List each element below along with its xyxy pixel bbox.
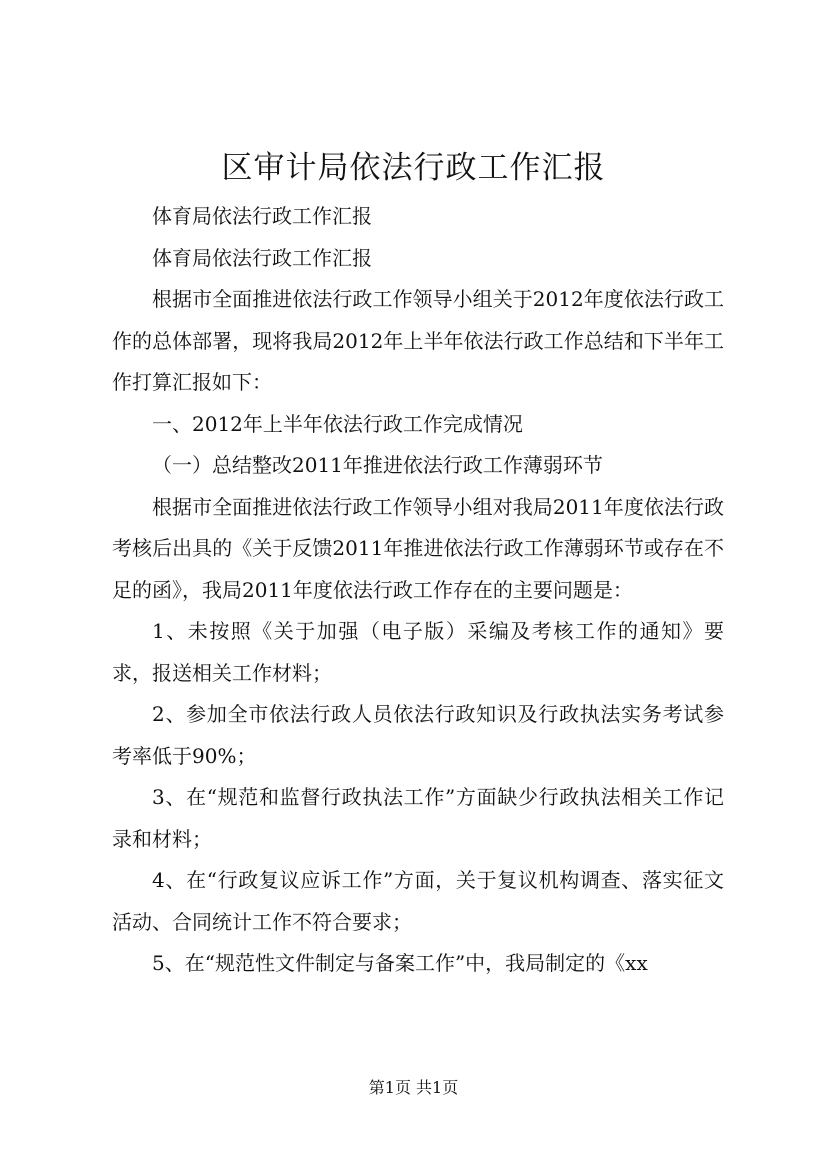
list-item-4: 4、在“行政复议应诉工作”方面，关于复议机构调查、落实征文活动、合同统计工作不符合要求；: [112, 868, 724, 934]
document-body: [112, 196, 724, 985]
paragraph-intro: 根据市全面推进依法行政工作领导小组关于2012年度依法行政工作的总体部署，现将我局2012年上半年依法行政工作总结和下半年工作打算汇报如下：: [112, 287, 724, 394]
paragraph-subtitle-2: 体育局依法行政工作汇报: [152, 245, 372, 270]
document-title: 区审计局依法行政工作汇报: [221, 150, 606, 186]
subsection-heading-1: （一）总结整改2011年推进依法行政工作薄弱环节: [152, 453, 603, 477]
paragraph-subtitle-1: 体育局依法行政工作汇报: [152, 204, 372, 228]
list-item-3: 3、在“规范和监督行政执法工作”方面缺少行政执法相关工作记录和材料；: [112, 785, 724, 851]
paragraph-issues-intro: 根据市全面推进依法行政工作领导小组对我局2011年度依法行政考核后出具的《关于反馈2011年推进依法行政工作薄弱环节或存在不足的函》，我局2011年度依法行政工作存在的主要问题是：: [112, 494, 724, 602]
list-item-2: 2、参加全市依法行政人员依法行政知识及行政执法实务考试参考率低于90%；: [112, 702, 724, 768]
list-item-1: 1、未按照《关于加强（电子版）采编及考核工作的通知》要求，报送相关工作材料；: [112, 619, 724, 685]
section-heading-1: 一、2012年上半年依法行政工作完成情况: [152, 411, 523, 436]
list-item-5: 5、在“规范性文件制定与备案工作”中，我局制定的《xx: [152, 951, 648, 975]
page-footer: 第1页 共1页: [368, 1078, 459, 1097]
